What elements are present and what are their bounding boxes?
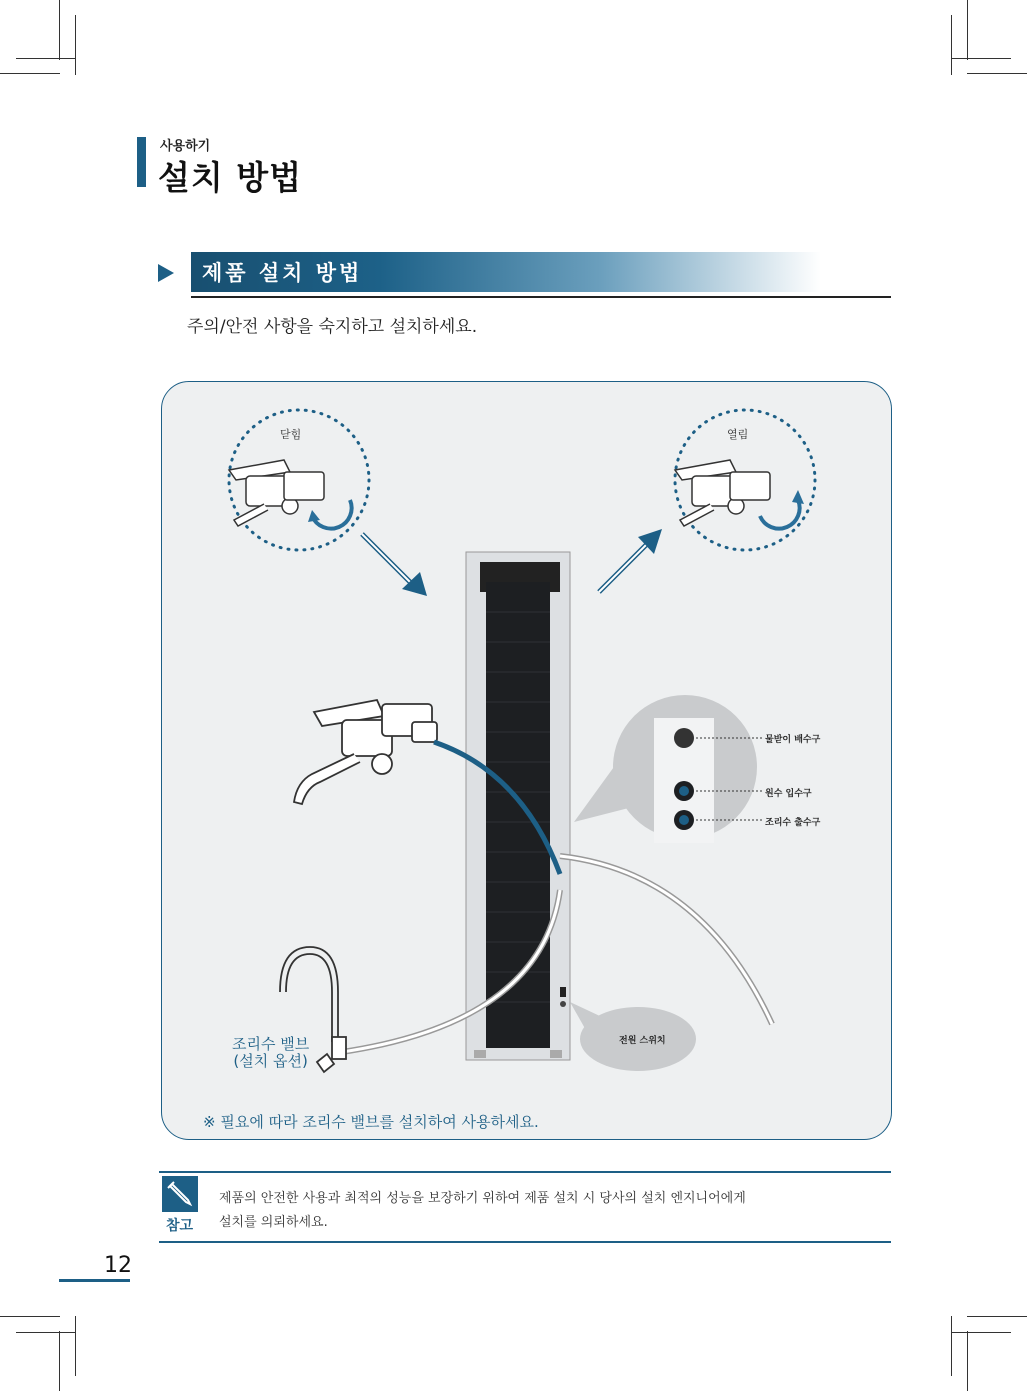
pencil-icon <box>162 1176 198 1212</box>
intro-text: 주의/안전 사항을 숙지하고 설치하세요. <box>187 317 478 337</box>
reference-line-2: 설치를 의뢰하세요. <box>219 1215 328 1230</box>
heading-title: 제품 설치 방법 <box>202 261 363 285</box>
drain-port-icon <box>674 728 694 748</box>
crop-mark <box>967 0 968 60</box>
crop-mark <box>967 1331 968 1391</box>
crop-mark <box>59 1331 60 1391</box>
arrow-down-right-icon <box>362 534 427 596</box>
reference-line-1: 제품의 안전한 사용과 최적의 성능을 보장하기 위하여 제품 설치 시 당사의 설치 엔지니어에게 <box>219 1191 746 1206</box>
crop-mark <box>59 0 60 60</box>
open-rotate-arrow <box>760 500 800 529</box>
reference-text <box>219 1187 746 1235</box>
outlet-port-label: 조리수 출수구 <box>765 818 821 828</box>
installation-diagram-panel <box>161 381 892 1140</box>
diagram-note: ※ 필요에 따라 조리수 밸브를 설치하여 사용하세요. <box>203 1113 539 1131</box>
crop-mark <box>0 73 60 74</box>
crop-mark <box>967 1316 1027 1317</box>
installation-diagram <box>162 382 891 1139</box>
closed-rotate-arrowhead <box>308 510 320 522</box>
faucet-closed-icon <box>229 460 324 526</box>
drain-port-label: 물받이 배수구 <box>765 735 821 745</box>
purifier-unit <box>466 552 570 1060</box>
crop-mark <box>0 1316 60 1317</box>
inlet-port-label: 원수 입수구 <box>765 789 812 799</box>
crop-mark <box>16 1332 76 1333</box>
crop-mark <box>951 58 1011 59</box>
crop-mark <box>75 1316 76 1376</box>
crop-mark <box>951 1332 1011 1333</box>
reference-top-rule <box>159 1171 891 1173</box>
reference-bottom-rule <box>159 1241 891 1243</box>
section-category: 사용하기 <box>160 139 211 154</box>
page-number-rule <box>59 1279 130 1282</box>
power-switch-icon <box>560 987 566 997</box>
page-title: 설치 방법 <box>158 158 303 197</box>
crop-mark <box>16 58 76 59</box>
cooking-valve-label <box>232 1036 309 1070</box>
crop-mark <box>951 15 952 75</box>
cooking-valve-label-line2: (설치 옵션) <box>233 1052 308 1070</box>
drain-hose <box>560 856 772 1024</box>
section-accent-bar <box>137 137 146 187</box>
faucet-open-icon <box>675 460 770 526</box>
drain-hose-inner <box>560 856 772 1024</box>
open-label: 열림 <box>727 428 749 441</box>
closed-rotate-arrow <box>312 500 352 529</box>
cooking-valve-label-line1: 조리수 밸브 <box>232 1035 310 1053</box>
triangle-right-icon <box>158 264 174 282</box>
closed-label: 닫힘 <box>280 428 302 441</box>
power-switch-label: 전원 스위치 <box>619 1036 666 1046</box>
arrow-up-right-icon <box>599 529 662 592</box>
page-number: 12 <box>104 1253 132 1278</box>
crop-mark <box>967 73 1027 74</box>
crop-mark <box>951 1316 952 1376</box>
open-rotate-arrowhead <box>792 490 804 504</box>
heading-underline <box>191 296 891 298</box>
faucet-large-icon <box>294 700 437 804</box>
crop-mark <box>75 15 76 75</box>
reference-label: 참고 <box>166 1218 194 1234</box>
